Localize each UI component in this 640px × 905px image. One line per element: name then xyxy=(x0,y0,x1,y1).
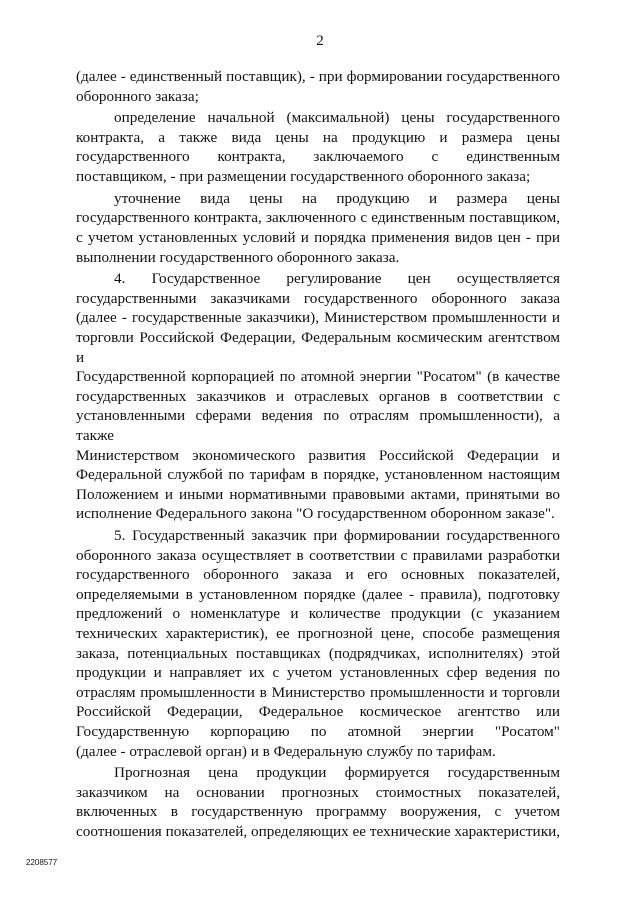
text-line: государственного оборонного заказа и его основных показателей, xyxy=(76,566,560,584)
text-line: включенных в государственную программу вооружения, с учетом xyxy=(76,803,560,821)
paragraph-continuation xyxy=(76,67,560,106)
text-line: торговли Российской Федерации, Федеральным космическим агентством и xyxy=(76,329,560,366)
text-line: 5. Государственный заказчик при формировании государственного xyxy=(114,527,560,545)
text-line: отраслям промышленности в Министерство промышленности и торговли xyxy=(76,683,560,701)
text-line: Российской Федерации, Федеральное космическое агентство или xyxy=(76,703,560,721)
paragraph xyxy=(76,108,560,186)
text-line: государственных заказчиков и отраслевых органов в соответствии с xyxy=(76,387,560,405)
text-line: уточнение вида цены на продукцию и размера цены xyxy=(114,189,560,207)
text-line: контракта, а также вида цены на продукцию и размера цены xyxy=(76,128,560,146)
text-line: соотношения показателей, определяющих ее технические характеристики, xyxy=(76,823,560,841)
text-line: Государственную корпорацию по атомной энергии "Росатом" xyxy=(76,722,560,740)
text-line: исполнение Федерального закона "О государственном оборонном заказе". xyxy=(76,505,555,523)
text-line: (далее - единственный поставщик), - при формировании государственного xyxy=(76,68,560,85)
paragraph xyxy=(76,763,560,841)
paragraph xyxy=(76,189,560,267)
text-line: Государственной корпорацией по атомной энергии "Росатом" (в качестве xyxy=(76,368,560,386)
paragraph-item-4 xyxy=(76,269,560,524)
text-line: оборонного заказа; xyxy=(76,87,199,105)
text-line: Положением и иными нормативными правовыми актами, принятыми во xyxy=(76,485,560,503)
text-line: предложений о номенклатуре и количестве продукции (с указанием xyxy=(76,605,560,623)
text-line: Прогнозная цена продукции формируется государственным xyxy=(114,764,560,782)
text-line: (далее - государственные заказчики), Министерством промышленности и xyxy=(76,309,560,327)
document-code: 2208577 xyxy=(26,858,58,867)
text-line: заказчиком на основании прогнозных стоимостных показателей, xyxy=(76,783,560,801)
text-line: (далее - отраслевой орган) и в Федеральную службу по тарифам. xyxy=(76,742,496,760)
text-line: Федеральной службой по тарифам в порядке, установленном настоящим xyxy=(76,466,560,484)
text-line: технических характеристик), ее прогнозной цене, способе размещения xyxy=(76,625,560,642)
text-line: Министерством экономического развития Российской Федерации и xyxy=(76,446,560,464)
text-line: определение начальной (максимальной) цены государственного xyxy=(114,109,560,127)
text-line: установленными сферами ведения по отраслям промышленности), а также xyxy=(76,407,560,444)
text-line: государственного контракта, заключаемого с единственным xyxy=(76,148,560,166)
text-line: оборонного заказа осуществляет в соответствии с правилами разработки xyxy=(76,546,560,564)
text-line: 4. Государственное регулирование цен осуществляется xyxy=(114,270,560,288)
text-line: продукции и направляет их с учетом установленных сфер ведения по xyxy=(76,664,560,682)
page-number: 2 xyxy=(316,33,324,49)
text-line: определяемыми в установленном порядке (далее - правила), подготовку xyxy=(76,585,560,603)
text-line: государственного контракта, заключенного с единственным поставщиком, xyxy=(76,209,560,227)
text-line: государственными заказчиками государственного оборонного заказа xyxy=(76,289,560,307)
text-line: с учетом установленных условий и порядка применения видов цен - при xyxy=(76,228,560,246)
text-line: поставщиком, - при размещении государственного оборонного заказа; xyxy=(76,168,531,186)
document-body xyxy=(76,67,560,844)
paragraph-item-5 xyxy=(76,526,560,761)
text-line: заказа, потенциальных поставщиках (подрядчиках, исполнителях) этой xyxy=(76,644,560,662)
text-line: выполнении государственного оборонного заказа. xyxy=(76,248,400,266)
